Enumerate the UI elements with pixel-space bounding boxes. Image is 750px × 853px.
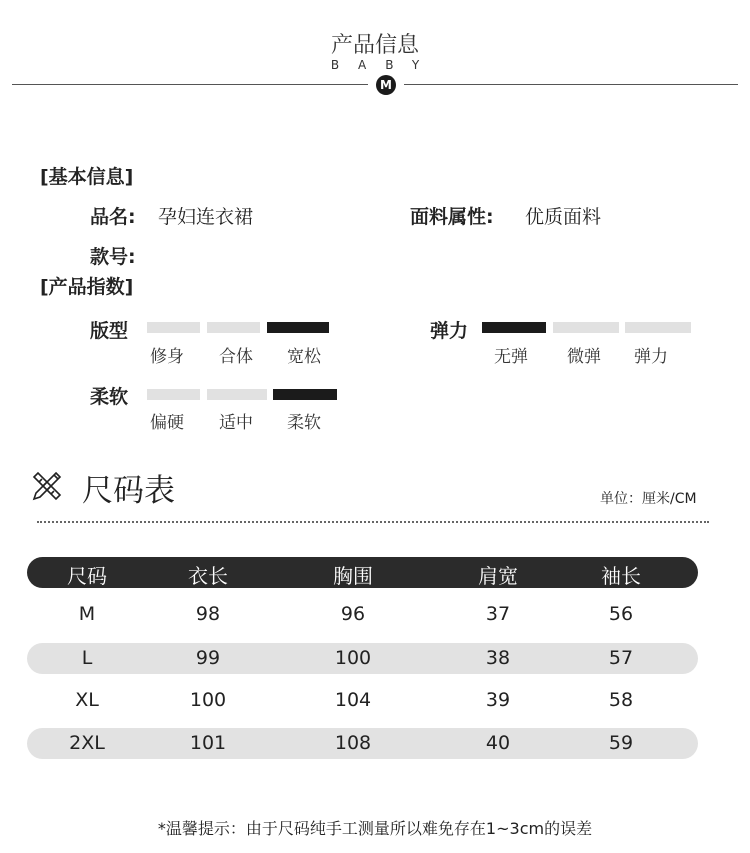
fit-label: 版型 <box>90 320 129 342</box>
softness-bar-1 <box>207 389 267 400</box>
elasticity-bar-2 <box>625 322 691 333</box>
table-cell-bust: 96 <box>340 603 366 625</box>
basic-info-heading: [基本信息] <box>40 166 134 188</box>
table-cell-size: XL <box>75 689 99 711</box>
table-cell-length: 99 <box>195 647 221 669</box>
table-cell-shoulder: 39 <box>485 689 511 711</box>
softness-option-0: 偏硬 <box>150 413 184 433</box>
elasticity-option-1: 微弹 <box>567 347 601 367</box>
softness-label: 柔软 <box>90 386 129 408</box>
unit-label: 单位：厘米/CM <box>600 491 697 507</box>
table-cell-bust: 108 <box>334 732 372 754</box>
table-cell-size: M <box>78 603 96 625</box>
table-cell-length: 100 <box>189 689 227 711</box>
divider-right <box>404 84 738 85</box>
table-cell-length: 101 <box>189 732 227 754</box>
fit-bar-0 <box>147 322 200 333</box>
size-chart-title: 尺码表 <box>82 473 175 509</box>
indices-heading: [产品指数] <box>40 276 134 298</box>
fit-bar-1 <box>207 322 260 333</box>
fit-bar-2 <box>267 322 329 333</box>
table-cell-bust: 100 <box>334 647 372 669</box>
softness-option-1: 适中 <box>219 413 253 433</box>
table-cell-shoulder: 40 <box>485 732 511 754</box>
page-title: 产品信息 <box>330 33 419 58</box>
ruler-pencil-icon <box>30 469 64 503</box>
table-cell-shoulder: 37 <box>485 603 511 625</box>
column-header-size: 尺码 <box>67 564 107 588</box>
elasticity-bar-0 <box>482 322 546 333</box>
softness-bar-2 <box>273 389 337 400</box>
table-cell-size: L <box>81 647 93 669</box>
fit-option-0: 修身 <box>150 347 184 367</box>
elasticity-bar-1 <box>553 322 619 333</box>
table-cell-shoulder: 38 <box>485 647 511 669</box>
softness-option-2: 柔软 <box>287 413 321 433</box>
size-badge: M <box>376 75 396 95</box>
table-cell-sleeve: 56 <box>608 603 634 625</box>
product-name-label: 品名: <box>90 206 136 228</box>
softness-bar-0 <box>147 389 200 400</box>
fit-option-2: 宽松 <box>287 347 321 367</box>
table-cell-sleeve: 58 <box>608 689 634 711</box>
elasticity-option-0: 无弹 <box>494 347 528 367</box>
divider-left <box>12 84 368 85</box>
table-cell-bust: 104 <box>334 689 372 711</box>
column-header-shoulder: 肩宽 <box>478 564 518 588</box>
elasticity-label: 弹力 <box>430 320 469 342</box>
fabric-value: 优质面料 <box>525 206 602 228</box>
dotted-divider <box>37 521 709 523</box>
column-header-sleeve: 袖长 <box>601 564 641 588</box>
fit-option-1: 合体 <box>219 347 253 367</box>
model-number-label: 款号: <box>90 246 136 268</box>
column-header-bust: 胸围 <box>333 564 373 588</box>
table-cell-sleeve: 59 <box>608 732 634 754</box>
page-subtitle: BABY <box>330 58 439 72</box>
table-cell-length: 98 <box>195 603 221 625</box>
measurement-note: *温馨提示：由于尺码纯手工测量所以难免存在1~3cm的误差 <box>157 819 593 838</box>
elasticity-option-2: 弹力 <box>634 347 668 367</box>
table-cell-size: 2XL <box>69 732 105 754</box>
product-name-value: 孕妇连衣裙 <box>158 206 254 228</box>
fabric-label: 面料属性: <box>410 206 494 228</box>
column-header-length: 衣长 <box>188 564 228 588</box>
table-cell-sleeve: 57 <box>608 647 634 669</box>
